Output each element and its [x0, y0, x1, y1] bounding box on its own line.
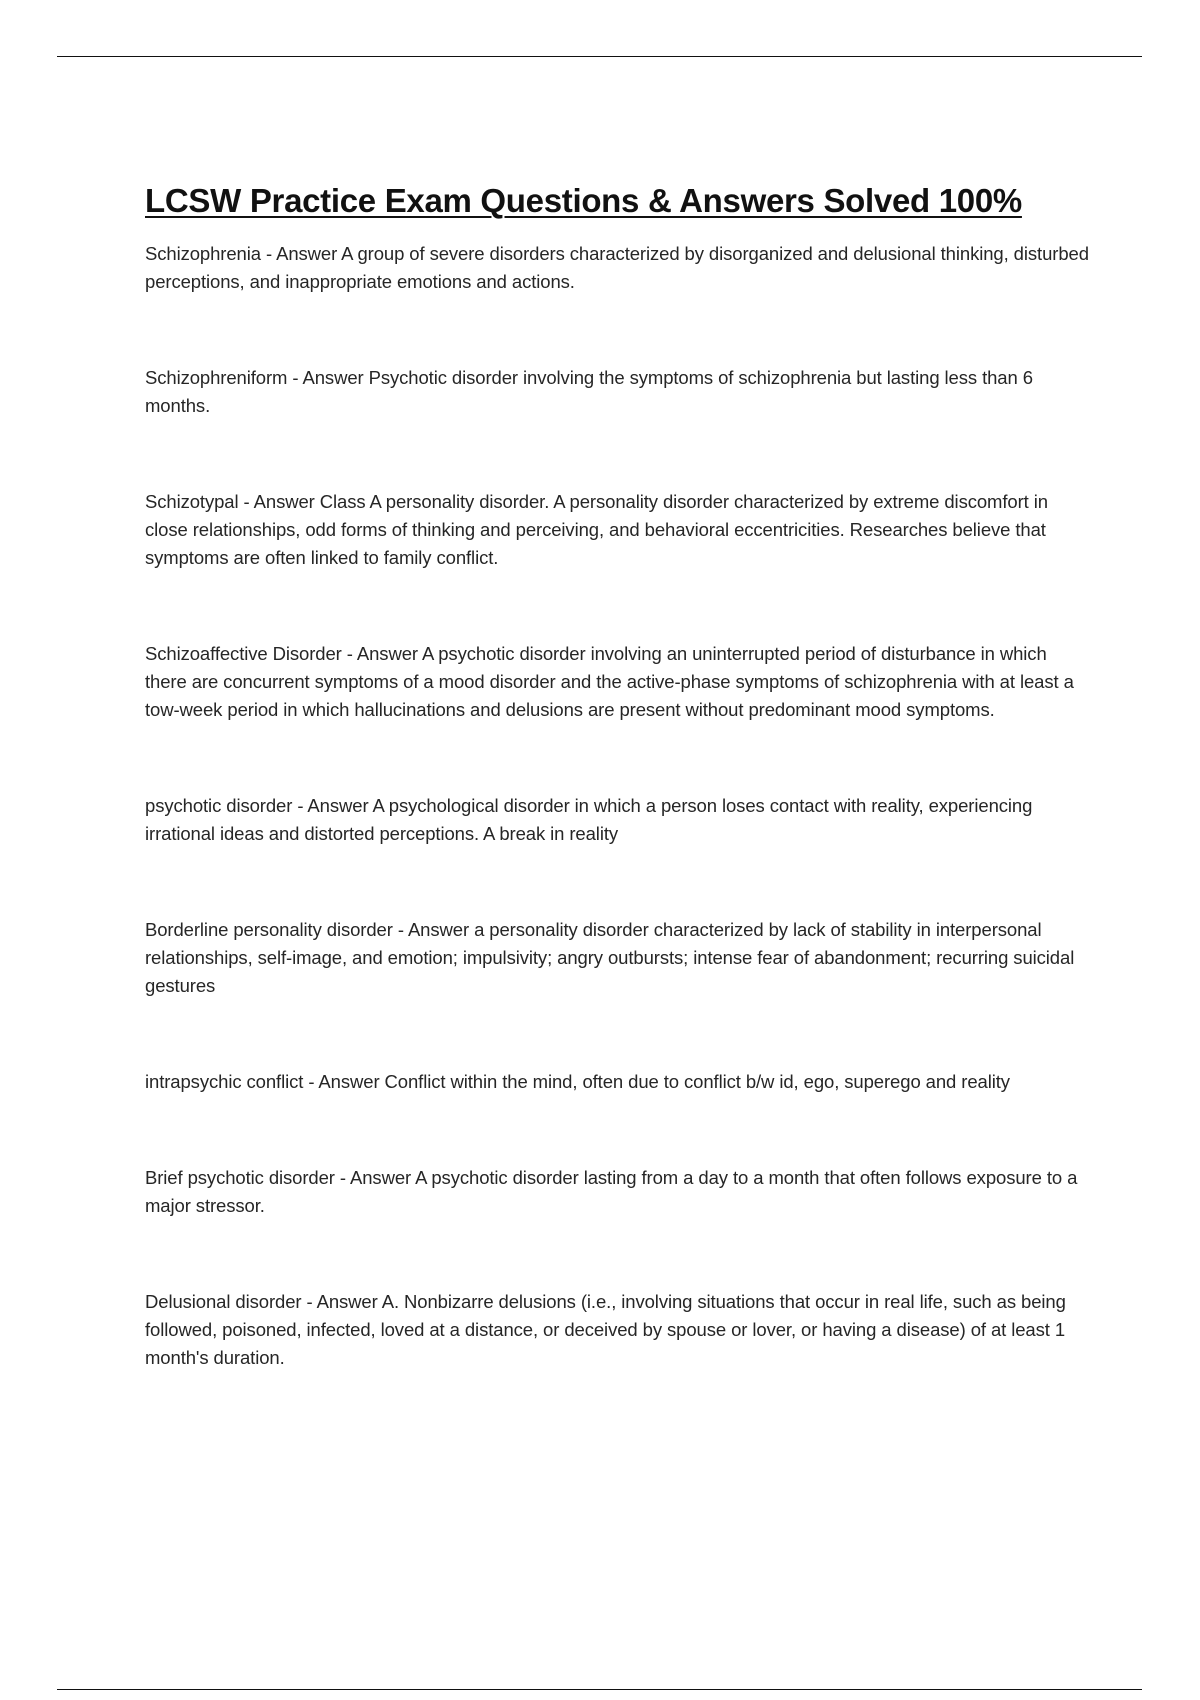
qa-separator: - [341, 643, 357, 664]
qa-term: Schizoaffective Disorder [145, 643, 342, 664]
qa-separator: - [303, 1071, 319, 1092]
qa-answer: Answer A psychotic disorder involving an uninterrupted period of disturbance in which there are concurrent symptoms of a mood disorder and the active-phase symptoms of schizophrenia with at least a tow-week period in which hallucinations and delusions are present without predominant mood symptoms. [145, 643, 1074, 720]
document-page [145, 178, 1090, 1372]
qa-item [145, 916, 1090, 1000]
qa-answer: Answer Psychotic disorder involving the symptoms of schizophrenia but lasting less than 6 months. [145, 367, 1033, 416]
qa-item [145, 240, 1090, 296]
qa-answer: Answer Class A personality disorder. A personality disorder characterized by extreme discomfort in close relationships, odd forms of thinking and perceiving, and behavioral eccentricities. Researches believe that symptoms are often linked to family conflict. [145, 491, 1048, 568]
qa-separator: - [287, 367, 303, 388]
qa-term: Schizophreniform [145, 367, 288, 388]
header-rule [57, 56, 1142, 57]
qa-answer: Answer A psychotic disorder lasting from a day to a month that often follows exposure to a major stressor. [145, 1167, 1078, 1216]
qa-answer: Answer A group of severe disorders characterized by disorganized and delusional thinking, disturbed perceptions, and inappropriate emotions and actions. [145, 243, 1089, 292]
qa-term: intrapsychic conflict [145, 1071, 304, 1092]
qa-item [145, 1164, 1090, 1220]
qa-term: Delusional disorder [145, 1291, 302, 1312]
qa-answer: Answer a personality disorder characterized by lack of stability in interpersonal relationships, self-image, and emotion; impulsivity; angry outbursts; intense fear of abandonment; recurring suicidal gestures [145, 919, 1075, 996]
qa-separator: - [238, 491, 254, 512]
qa-term: Brief psychotic disorder [145, 1167, 335, 1188]
qa-separator: - [334, 1167, 350, 1188]
qa-item [145, 640, 1090, 724]
qa-item [145, 1068, 1090, 1096]
qa-term: Borderline personality disorder [145, 919, 393, 940]
qa-term: Schizotypal [145, 491, 239, 512]
qa-term: psychotic disorder [145, 795, 293, 816]
qa-answer: Answer Conflict within the mind, often due to conflict b/w id, ego, superego and reality [318, 1071, 1010, 1092]
qa-answer: Answer A psychological disorder in which a person loses contact with reality, experiencing irrational ideas and distorted perceptions. A break in reality [145, 795, 1033, 844]
qa-item [145, 364, 1090, 420]
qa-separator: - [392, 919, 408, 940]
footer-rule [57, 1689, 1142, 1690]
qa-item [145, 792, 1090, 848]
qa-separator: - [260, 243, 277, 264]
qa-item [145, 488, 1090, 572]
qa-separator: - [301, 1291, 317, 1312]
document-title: LCSW Practice Exam Questions & Answers Solved 100% [145, 182, 1022, 219]
qa-item [145, 1288, 1090, 1372]
qa-list [145, 240, 1090, 1372]
qa-separator: - [292, 795, 308, 816]
qa-term: Schizophrenia [145, 243, 261, 264]
qa-answer: Answer A. Nonbizarre delusions (i.e., involving situations that occur in real life, such as being followed, poisoned, infected, loved at a distance, or deceived by spouse or lover, or having a disease) of at least 1 month's duration. [145, 1291, 1066, 1368]
